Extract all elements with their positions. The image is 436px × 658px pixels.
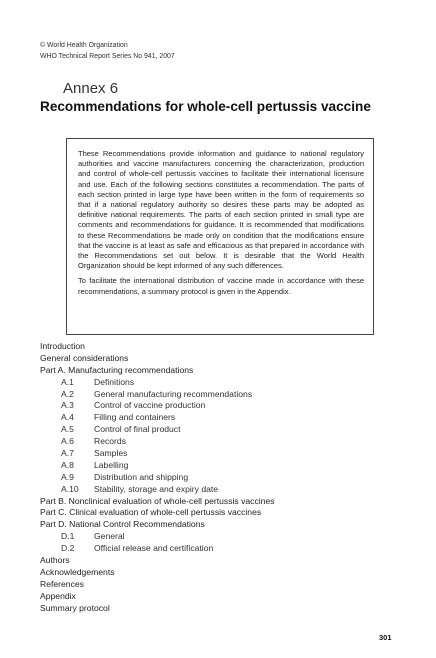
toc-item-number: A.9: [61, 471, 74, 482]
toc-general-considerations: General considerations: [40, 352, 129, 363]
toc-item-number: A.8: [61, 459, 74, 470]
toc-item-label: Control of final product: [94, 424, 181, 435]
toc-item-number: A.7: [61, 448, 74, 459]
copyright-line: © World Health Organization: [40, 42, 128, 49]
toc-item-label: Definitions: [94, 376, 135, 387]
toc-item-number: A.6: [61, 436, 74, 447]
toc-a7: [40, 448, 275, 460]
toc-item-label: Samples: [94, 448, 128, 459]
toc-d2: [40, 543, 275, 555]
toc-appendix: Appendix: [40, 590, 76, 601]
toc-a6: [40, 436, 275, 448]
annex-label: Annex 6: [63, 80, 119, 97]
toc-summary-protocol: Summary protocol: [40, 602, 110, 613]
toc-part-a: Part A. Manufacturing recommendations: [40, 364, 194, 375]
series-line: WHO Technical Report Series No 941, 2007: [40, 52, 175, 60]
toc-item-label: Labelling: [94, 459, 129, 470]
toc-item-label: Official release and certification: [94, 543, 214, 554]
toc-item-number: A.10: [61, 483, 79, 494]
toc-a9: [40, 472, 275, 484]
toc-authors: Authors: [40, 555, 70, 566]
page-title: Recommendations for whole-cell pertussis vaccine: [40, 99, 371, 114]
toc-item-number: A.3: [61, 400, 74, 411]
table-of-contents: [40, 341, 275, 614]
toc-a4: [40, 412, 275, 424]
running-header: [40, 41, 175, 62]
toc-item-number: A.1: [61, 376, 74, 387]
intro-box: [66, 138, 374, 335]
toc-item-number: A.2: [61, 388, 74, 399]
toc-item-label: Stability, storage and expiry date: [94, 483, 219, 494]
toc-item-label: General: [94, 531, 125, 542]
toc-item-number: D.2: [61, 543, 75, 554]
toc-a3: [40, 400, 275, 412]
intro-paragraph-1: These Recommendations provide information and guidance to national regulatory authorities and vaccine manufacturers concerning the characterization, production and control of whole-cell pertussis vaccines to facilitate their international licensure and use. Each of the following sections constitutes a recommendation. The parts of each section printed in large type have been written in the form of requirements so that if a national regulatory authority so desires these parts may be adopted as definitive national requirements. The parts of each section printed in small type are comments and recommendations for guidance. It is recommended that modifications to these Recommendations be made only on condition that the modifications ensure that the vaccine is at least as safe and efficacious as that prepared in accordance with the Recommendations set out below. It is desirable that the World Health Organization should be kept informed of any such differences.: [78, 149, 364, 271]
toc-part-d: Part D. National Control Recommendations: [40, 519, 205, 530]
page-number: 301: [379, 633, 392, 642]
toc-references: References: [40, 578, 84, 589]
toc-item-label: General manufacturing recommendations: [94, 388, 253, 399]
toc-item-label: Filling and containers: [94, 412, 176, 423]
toc-part-b: Part B. Nonclinical evaluation of whole-cell pertussis vaccines: [40, 495, 275, 506]
toc-item-number: A.4: [61, 412, 74, 423]
toc-a5: [40, 424, 275, 436]
toc-item-number: A.5: [61, 424, 74, 435]
toc-item-label: Control of vaccine production: [94, 400, 206, 411]
toc-a8: [40, 460, 275, 472]
toc-a2: [40, 389, 275, 401]
toc-item-label: Distribution and shipping: [94, 471, 189, 482]
toc-introduction: Introduction: [40, 341, 85, 351]
toc-a10: [40, 484, 275, 496]
toc-a1: [40, 377, 275, 389]
toc-part-c: Part C. Clinical evaluation of whole-cell pertussis vaccines: [40, 507, 262, 518]
toc-item-number: D.1: [61, 531, 75, 542]
toc-acknowledgements: Acknowledgements: [40, 566, 115, 577]
toc-d1: [40, 531, 275, 543]
toc-item-label: Records: [94, 436, 126, 447]
intro-paragraph-2: To facilitate the international distribution of vaccine made in accordance with these recommendations, a summary protocol is given in the Appendix.: [78, 276, 364, 296]
